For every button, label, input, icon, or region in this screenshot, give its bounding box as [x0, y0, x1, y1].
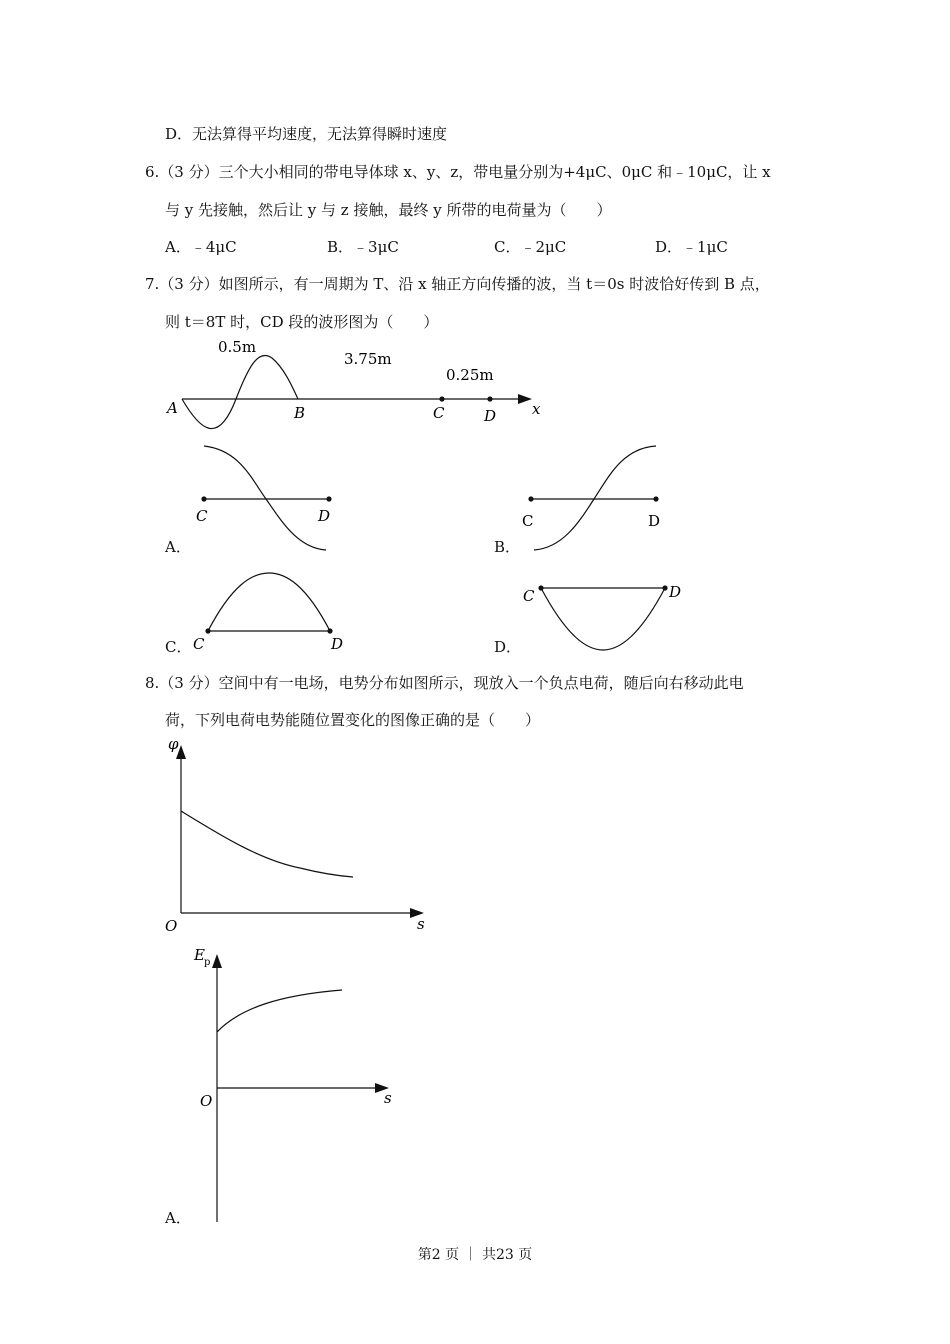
- label-d: D: [318, 507, 331, 525]
- point-d: [326, 496, 331, 501]
- label-a: A: [167, 399, 178, 417]
- label-0-5m: 0.5m: [218, 338, 257, 356]
- energy-curve: [217, 990, 342, 1032]
- q8-option-a: A．: [165, 1209, 191, 1227]
- q6-stem-line2: 与 y 先接触，然后让 y 与 z 接触，最终 y 所带的电荷量为（ ）: [165, 201, 612, 219]
- wave-curve: [204, 446, 326, 550]
- x-axis-arrow: [518, 394, 532, 404]
- y-axis-subscript: p: [204, 957, 211, 968]
- point-d: [653, 496, 658, 501]
- label-d: D: [484, 407, 497, 425]
- q7-option-d: D．: [494, 638, 522, 656]
- label-3-75m: 3.75m: [344, 350, 392, 368]
- q7-option-d-figure: [518, 575, 698, 665]
- q7-option-b: B．: [494, 538, 521, 556]
- q7-option-a: A．: [165, 538, 191, 556]
- q5-option-d: D．无法算得平均速度，无法算得瞬时速度: [165, 125, 448, 143]
- q7-option-a-figure: [190, 440, 350, 560]
- q6-option-d: D．﹣1μC: [655, 238, 728, 256]
- q8-potential-graph: [160, 735, 440, 935]
- label-c: C: [523, 587, 535, 605]
- wave-curve: [534, 446, 656, 550]
- label-d: D: [331, 635, 344, 653]
- page-footer: 第2 页 ｜ 共23 页: [417, 1247, 533, 1263]
- origin-label: O: [200, 1092, 213, 1110]
- label-c: C: [196, 507, 208, 525]
- y-axis-label: E: [194, 946, 205, 964]
- q7-stem-line2: 则 t＝8T 时，CD 段的波形图为（ ）: [165, 313, 439, 331]
- point-c: [439, 396, 444, 401]
- point-c: [201, 496, 206, 501]
- label-x: x: [532, 400, 541, 418]
- point-c: [528, 496, 533, 501]
- q6-option-b: B．﹣3μC: [327, 238, 399, 256]
- q8-stem-line1: 8.（3 分）空间中有一电场，电势分布如图所示，现放入一个负点电荷，随后向右移动此电: [145, 674, 744, 692]
- wave-curve: [182, 355, 298, 428]
- label-0-25m: 0.25m: [446, 366, 494, 384]
- q7-option-b-figure: [518, 440, 678, 560]
- label-b: B: [294, 404, 306, 422]
- q7-wave-figure: [160, 338, 560, 428]
- label-d: D: [669, 583, 682, 601]
- y-axis-label: φ: [168, 735, 179, 753]
- q8-stem-line2: 荷，下列电荷电势能随位置变化的图像正确的是（ ）: [165, 711, 541, 729]
- label-d: D: [648, 512, 661, 530]
- point-d: [487, 396, 492, 401]
- label-c: C: [193, 635, 205, 653]
- potential-curve: [181, 811, 353, 877]
- origin-label: O: [165, 917, 178, 935]
- wave-curve: [541, 588, 665, 650]
- q6-option-a: A．﹣4μC: [165, 238, 237, 256]
- q7-option-c-figure: [190, 565, 350, 655]
- q6-option-c: C．﹣2μC: [494, 238, 567, 256]
- label-c: C: [522, 512, 534, 530]
- q7-stem-line1: 7.（3 分）如图所示，有一周期为 T、沿 x 轴正方向传播的波，当 t＝0s 时波恰好传到 B 点，: [145, 275, 770, 293]
- q7-option-c: C．: [165, 638, 192, 656]
- q6-stem-line1: 6.（3 分）三个大小相同的带电导体球 x、y、z，带电量分别为+4μC、0μC 和﹣10μC，让 x: [145, 163, 771, 181]
- y-axis-arrow: [212, 954, 222, 968]
- x-axis-label: s: [417, 915, 425, 933]
- label-c: C: [433, 404, 445, 422]
- q8-option-a-graph: [190, 940, 430, 1220]
- x-axis-label: s: [384, 1089, 392, 1107]
- wave-curve: [208, 573, 330, 631]
